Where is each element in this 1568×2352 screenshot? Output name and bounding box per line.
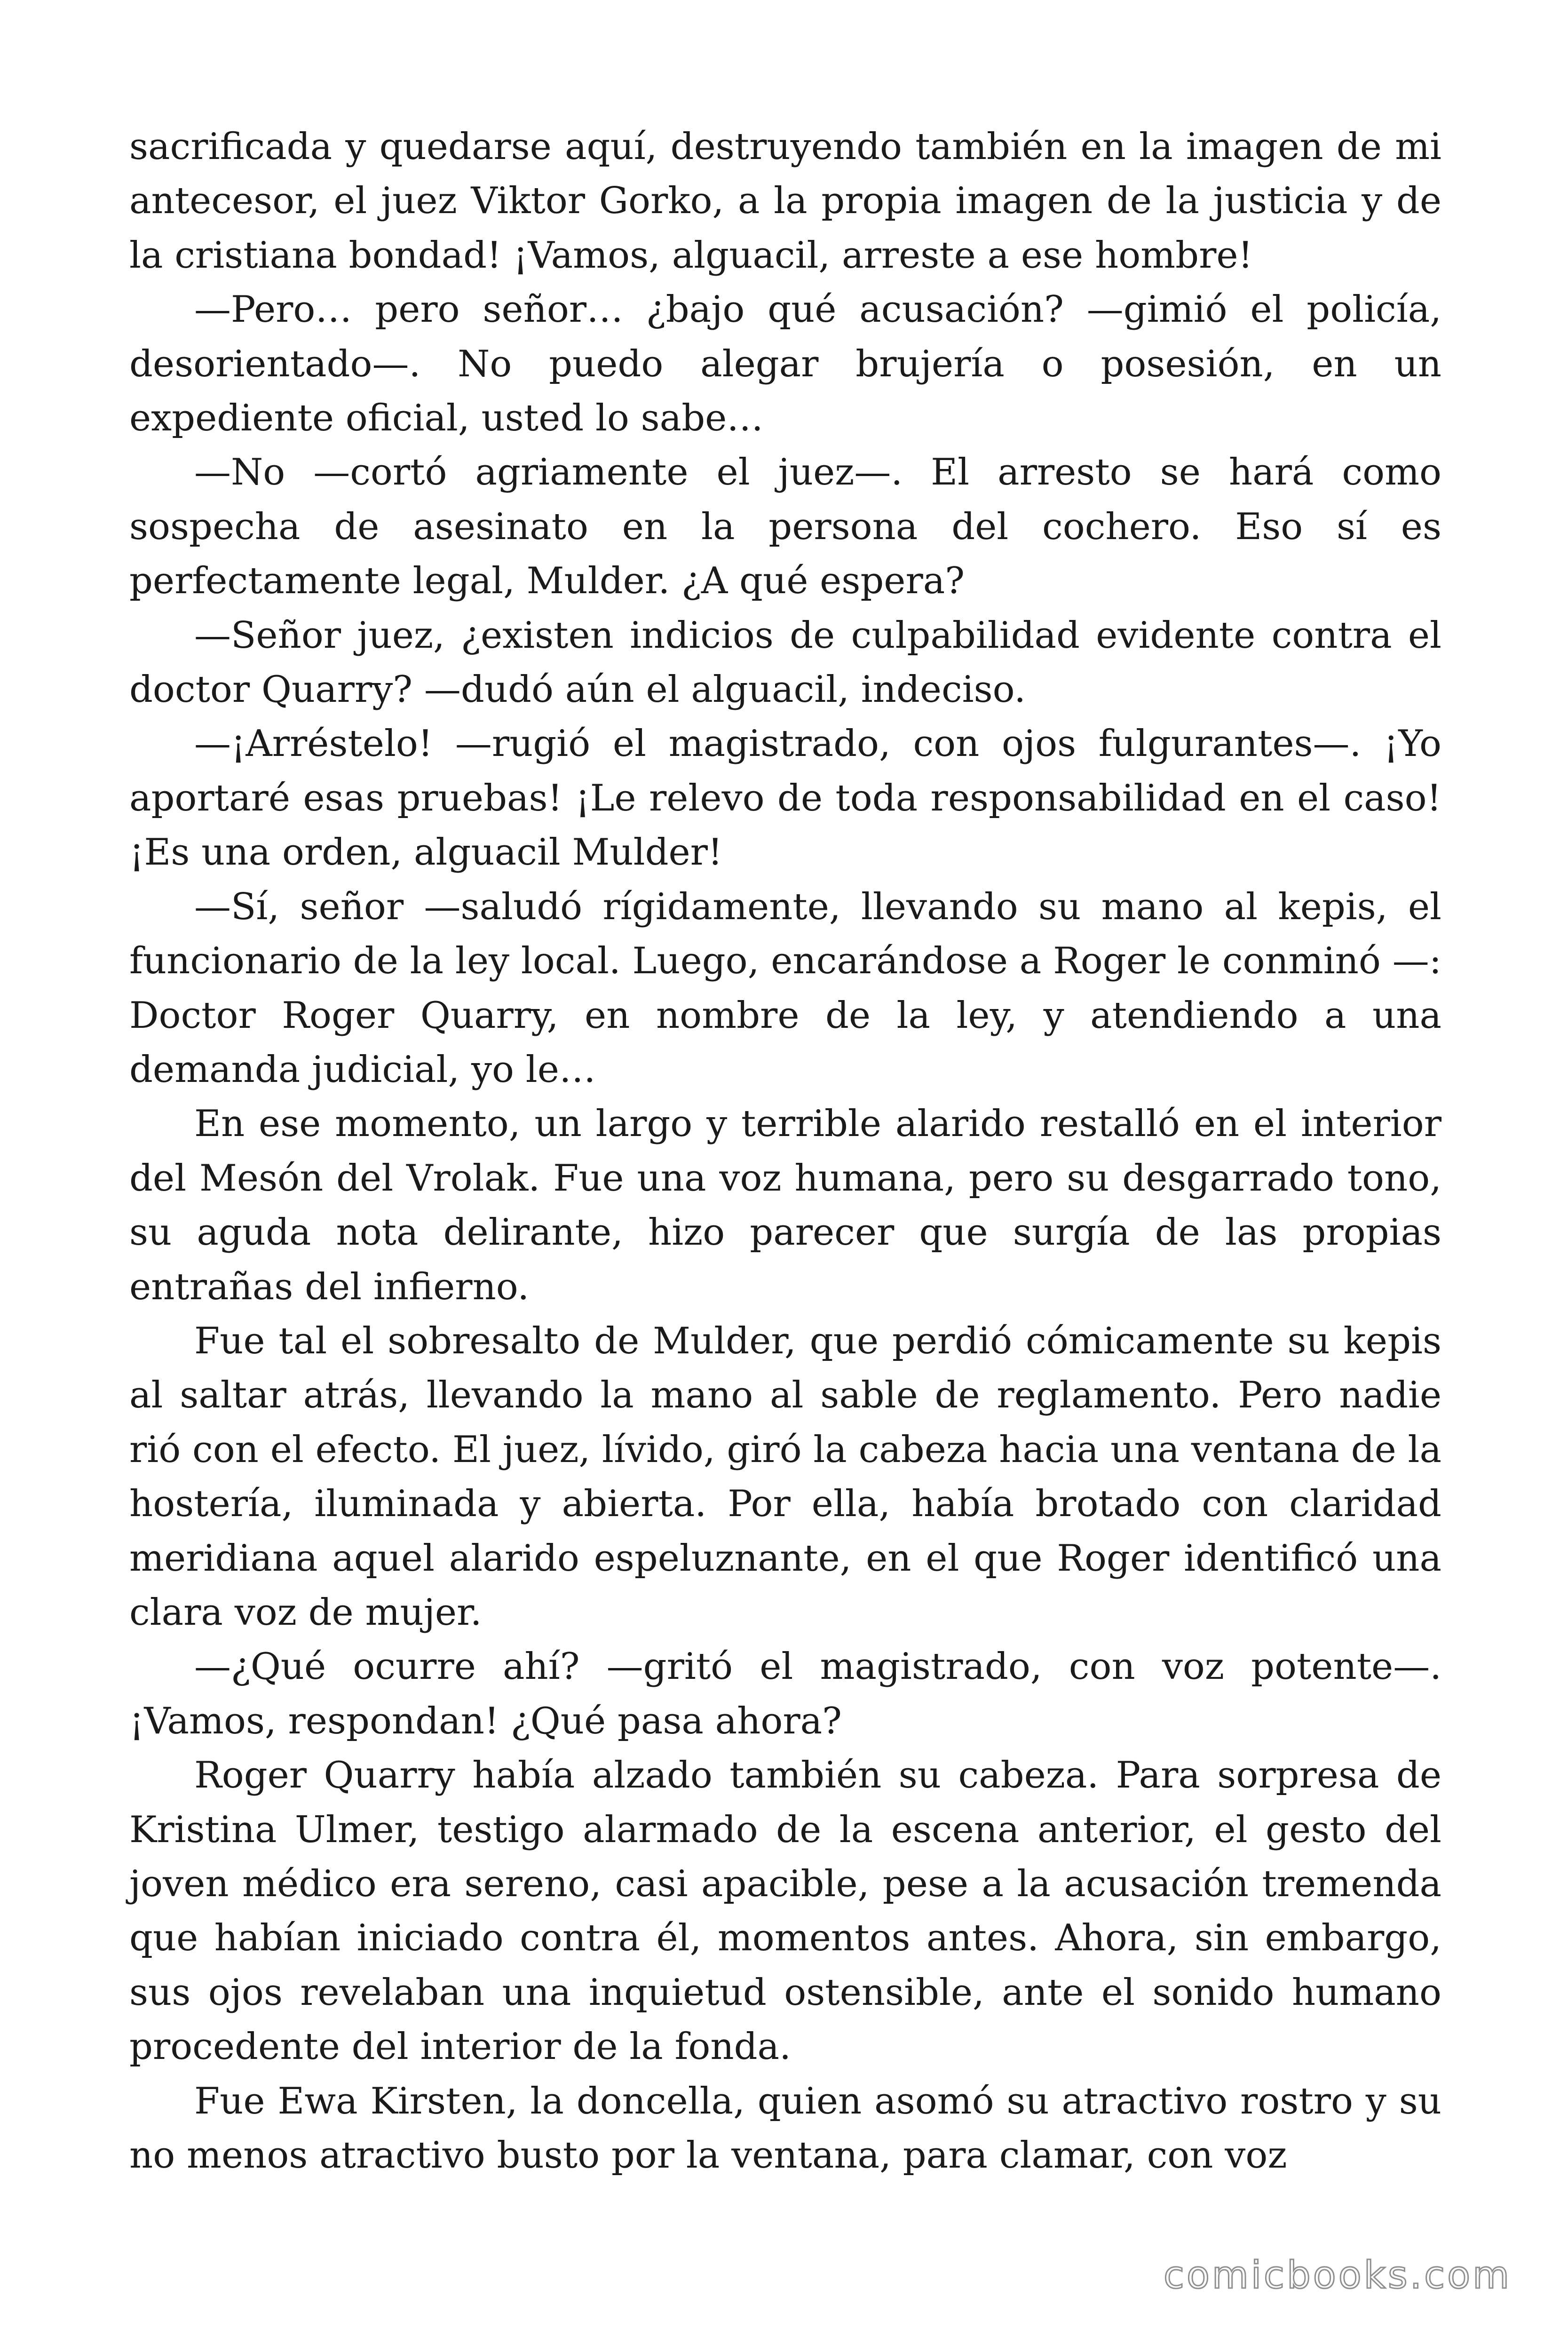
paragraph: Fue tal el sobresalto de Mulder, que perdió cómicamente su kepis al saltar atrás, llevando la mano al sable de reglamento. Pero nadie rió con el efecto. El juez, lívido, giró la cabeza hacia una ventana de la hostería, iluminada y abierta. Por ella, había brotado con claridad meridiana aquel alarido espeluznante, en el que Roger identificó una clara voz de mujer. [129,1319,1441,1634]
paragraph: —Señor juez, ¿existen indicios de culpabilidad evidente contra el doctor Quarry? —dudó aún el alguacil, indeciso. [129,614,1441,711]
paragraph: Fue Ewa Kirsten, la doncella, quien asomó su atractivo rostro y su no menos atractivo busto por la ventana, para clamar, con voz [129,2080,1441,2177]
paragraph: —Pero… pero señor… ¿bajo qué acusación? —gimió el policía, desorientado—. No puedo alegar brujería o posesión, en un expediente oficial, usted lo sabe… [129,288,1441,440]
paragraph: —No —cortó agriamente el juez—. El arresto se hará como sospecha de asesinato en la persona del cochero. Eso sí es perfectamente legal, Mulder. ¿A qué espera? [129,451,1441,603]
paragraph: —Sí, señor —saludó rígidamente, llevando su mano al kepis, el funcionario de la ley local. Luego, encarándose a Roger le conminó —: Doctor Roger Quarry, en nombre de la ley, y atendiendo a una demanda judicial, yo le… [129,885,1441,1091]
body-text [129,120,1441,2183]
paragraph: sacrificada y quedarse aquí, destruyendo también en la imagen de mi antecesor, el juez Viktor Gorko, a la propia imagen de la justicia y de la cristiana bondad! ¡Vamos, alguacil, arreste a ese hombre! [129,126,1441,277]
paragraph: Roger Quarry había alzado también su cabeza. Para sorpresa de Kristina Ulmer, testigo alarmado de la escena anterior, el gesto del joven médico era sereno, casi apacible, pese a la acusación tremenda que habían iniciado contra él, momentos antes. Ahora, sin embargo, sus ojos revelaban una inquietud ostensible, ante el sonido humano procedente del interior de la fonda. [129,1754,1441,2068]
paragraph: —¡Arréstelo! —rugió el magistrado, con ojos fulgurantes—. ¡Yo aportaré esas pruebas! ¡Le relevo de toda responsabilidad en el caso! ¡Es una orden, alguacil Mulder! [129,723,1441,874]
watermark: comicbooks.com [1163,2253,1512,2297]
paragraph: —¿Qué ocurre ahí? —gritó el magistrado, con voz potente—. ¡Vamos, respondan! ¿Qué pasa ahora? [129,1645,1441,1742]
paragraph: En ese momento, un largo y terrible alarido restalló en el interior del Mesón del Vrolak. Fue una voz humana, pero su desgarrado tono, su aguda nota delirante, hizo parecer que surgía de las propias entrañas del infierno. [129,1103,1441,1308]
